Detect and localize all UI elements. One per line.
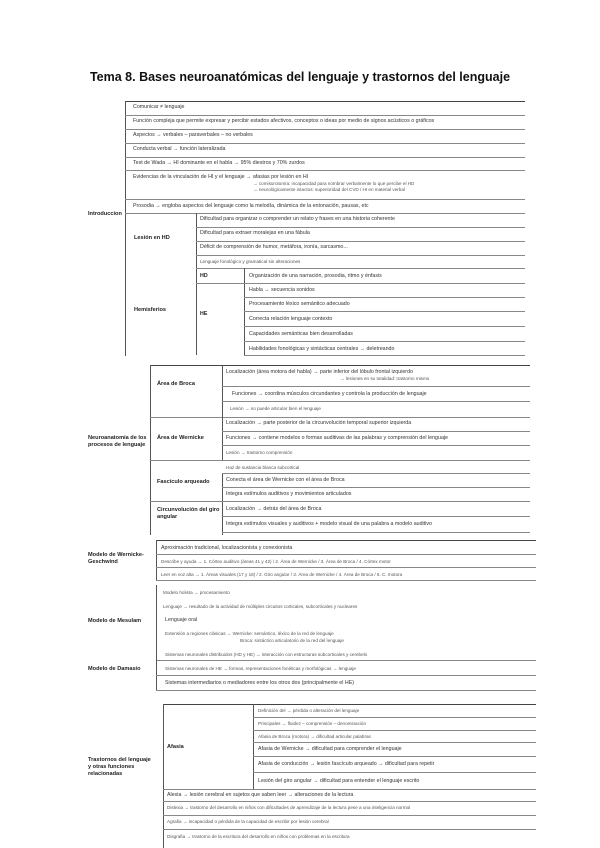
- fasciculo-item: Integra estímulos auditivos y movimientos articulados: [226, 491, 352, 497]
- broca-label: Área de Broca: [157, 381, 195, 387]
- agrafia-text: Agrafia → incapacidad o pérdida de la capacidad de escribir por lesión cerebral: [167, 819, 329, 824]
- divider: [222, 431, 530, 432]
- intro-prosodia: Prosodia → engloba aspectos del lenguaje como la melodía, dinámica de la entonación, pausas, etc: [133, 203, 369, 209]
- disgrafia-text: Disgrafia → trastorno de la escritura del desarrollo en niños con problemas en la escritura: [167, 834, 350, 839]
- circunvolucion-label: Circunvolución del giro angular: [157, 507, 220, 520]
- lesion-hd-bracket: [196, 213, 197, 355]
- divider: [222, 473, 530, 474]
- divider: [253, 730, 536, 731]
- divider: [150, 460, 530, 461]
- divider: [244, 297, 525, 298]
- intro-comunicar: Comunicar ≠ lenguaje: [133, 104, 185, 110]
- wg-label: Modelo de Wernicke-Geschwind: [88, 552, 144, 565]
- divider: [156, 580, 536, 581]
- divider: [244, 341, 525, 342]
- intro-aspectos: Aspectos → verbales – paraverbales – no verbales: [133, 132, 253, 138]
- divider: [125, 170, 525, 171]
- wg-item: Aproximación tradicional, localizacionista y conexionista: [161, 545, 293, 551]
- afasia-item: Principales → fluidez – comprensión – denominación: [258, 721, 367, 726]
- divider: [163, 801, 536, 802]
- he-item: Capacidades semánticas bien desarrolladas: [249, 331, 353, 337]
- hd-label: HD: [200, 273, 208, 279]
- divider: [222, 386, 530, 387]
- intro-evidencias-sub2: → neurológicamente intactos: superioridad del CVD / HI en material verbal: [253, 187, 405, 192]
- divider: [163, 815, 536, 816]
- broca-func: Funciones → coordina músculos circundantes y controla la producción de lenguaje: [232, 391, 427, 397]
- fasciculo-bracket: [222, 473, 223, 535]
- mesulam-item: Sistemas neuronales distribuidos (HD y HE) → interacción con estructuras subcorticales y cerebelo: [165, 652, 368, 657]
- divider: [222, 445, 530, 446]
- divider: [244, 355, 525, 356]
- lesion-hd-item: Lenguaje fonológico y gramatical sin alteraciones: [200, 259, 301, 264]
- divider: [125, 213, 525, 214]
- divider: [196, 255, 525, 256]
- wg-bracket: [156, 540, 157, 580]
- neuro-top-border: [150, 365, 530, 366]
- mesulam-label: Modelo de Mesulam: [88, 618, 142, 624]
- fasciculo-desc: Haz de sustancia blanca subcortical: [226, 465, 300, 470]
- circunvolucion-item: Localización → detrás del área de Broca: [226, 506, 322, 512]
- divider: [156, 567, 536, 568]
- neuro-bracket: [150, 365, 151, 535]
- divider: [253, 772, 536, 773]
- divider: [163, 789, 536, 790]
- intro-label: Introduccion: [88, 211, 122, 217]
- divider: [125, 115, 525, 116]
- he-item: Habilidades fonológicas y sintácticas centrales → deletreando: [249, 346, 395, 352]
- trastornos-top-border: [163, 704, 536, 705]
- divider: [196, 227, 525, 228]
- afasia-item: Definición del → pérdida o alteración del lenguaje: [258, 708, 360, 713]
- lesion-hd-item: Dificultad para organizar o comprender un relato y frases en una historia coherente: [200, 216, 395, 222]
- wernicke-func: Funciones → contiene modelos o formas auditivas de las palabras y comprensión del lenguaje: [226, 435, 449, 441]
- intro-conducta: Conducta verbal → función lateralizada: [133, 146, 226, 152]
- afasia-label: Afasia: [167, 744, 184, 750]
- mesulam-item: Lenguaje oral: [165, 617, 198, 623]
- damasio-item: Sistemas neuronales de HE → formas, representaciones fonéticas y morfológicas → lenguaje: [165, 666, 356, 671]
- divider: [125, 157, 525, 158]
- divider: [156, 690, 536, 691]
- broca-bracket: [222, 365, 223, 417]
- intro-evidencias: Evidencias de la vinculación de HI y el lenguaje → afasias por lesión en HI: [133, 174, 309, 180]
- damasio-item: Sistemas intermediarios o mediadores entre los otros dos (principalmente el HE): [165, 680, 355, 686]
- lesion-hd-item: Dificultad para extraer moralejas en una fábula: [200, 230, 310, 236]
- he-item: Procesamiento léxico semántico adecuado: [249, 301, 350, 307]
- divider: [253, 717, 536, 718]
- fasciculo-item: Conecta el área de Wernicke con el área de Broca: [226, 477, 345, 483]
- wg-item: Leer en voz alta → 1. Áreas visuales (17 y 18) / 2. Giro angular / 3. Área de Wernicke / 4. Área de Broca / 5. C. motora: [161, 572, 403, 577]
- hemisferios-label: Hemisferios: [134, 307, 167, 313]
- lesion-hd-label: Lesión en HD: [134, 235, 170, 241]
- mesulam-item: Lenguaje → resultado de la actividad de múltiples circuitos corticales, subcorticales y nucleares: [163, 604, 358, 609]
- wernicke-loc: Localización → parte posterior de la circunvolución temporal superior izquierda: [226, 420, 412, 426]
- wg-item: Describe y ayuda → 1. Córtex auditivo (áreas 41 y 42) / 2. Área de Wernicke / 3. Área de Broca / 4. Córtex motor: [161, 559, 391, 564]
- divider: [244, 326, 525, 327]
- he-bracket: [244, 268, 245, 356]
- alexia-text: Alexia → lesión cerebral en sujetos que saben leer → alteraciones de la lectura: [167, 792, 354, 798]
- divider: [222, 532, 530, 533]
- afasia-item: Afasia de conducción → lesión fascículo arqueado → dificultad para repetir: [258, 761, 435, 767]
- divider: [163, 829, 536, 830]
- divider: [156, 554, 536, 555]
- he-item: Habla → secuencia sonidos: [249, 287, 315, 293]
- hd-text: Organización de una narración, prosodia, ritmo y énfasis: [249, 273, 382, 279]
- mesulam-bracket: [156, 585, 157, 660]
- divider: [222, 487, 530, 488]
- divider: [253, 756, 536, 757]
- broca-loc: Localización (área motora del habla) → parte inferior del lóbulo frontal izquierdo: [226, 369, 413, 375]
- intro-wada: Test de Wada → HI dominante en el habla → 95% diestros y 70% zurdos: [133, 160, 305, 166]
- divider: [125, 143, 525, 144]
- divider: [222, 401, 530, 402]
- fasciculo-label: Fascículo arqueado: [157, 479, 210, 485]
- broca-lesion: Lesión → no puede articular bien el lenguaje: [230, 406, 321, 411]
- he-item: Correcta relación lenguaje contexto: [249, 316, 333, 322]
- intro-evidencias-sub1: → comisurotomía: incapacidad para nombrar verbalmente lo que percibe el HD: [253, 181, 415, 186]
- divider: [196, 241, 525, 242]
- mesulam-item: Extensión a regiones clásicas → Wernicke: semántico, léxico de la red de lenguaje: [165, 631, 334, 636]
- divider: [156, 660, 536, 661]
- intro-top-border: [125, 101, 525, 102]
- afasia-item: Afasia de Wernicke → dificultad para comprender el lenguaje: [258, 746, 402, 752]
- intro-bracket: [125, 101, 126, 356]
- wernicke-lesion: Lesión → trastorno comprensión: [226, 450, 293, 455]
- page-title: Tema 8. Bases neuroanatómicas del lenguaje y trastornos del lenguaje: [89, 70, 511, 84]
- he-label: HE: [200, 311, 208, 317]
- divider: [150, 501, 530, 502]
- mesulam-item: Broca: sintáctico articulatorio de la red del lenguaje: [240, 638, 344, 643]
- divider: [196, 268, 525, 269]
- dislexia-text: Dislexia → trastorno del desarrollo en niños con dificultades de aprendizaje de la lectura pese a una inteligencia normal: [167, 805, 411, 810]
- circunvolucion-item: Integra estímulos visuales y auditivos + modelo visual de una palabra a modelo auditivo: [226, 521, 432, 527]
- afasia-item: Lesión del giro angular → dificultad para entender el lenguaje escrito: [258, 778, 420, 784]
- mesulam-item: Modelo holista → procesamiento: [163, 590, 230, 595]
- divider: [156, 675, 536, 676]
- divider: [244, 311, 525, 312]
- trastornos-bracket: [163, 704, 164, 848]
- modelos-top-border: [156, 540, 536, 541]
- intro-funcion: Función compleja que permite expresar y percibir estados afectivos, conceptos o ideas por medio de signos acústicos o gráficos: [133, 118, 435, 124]
- divider: [125, 199, 525, 200]
- divider: [150, 417, 530, 418]
- wernicke-label: Área de Wernicke: [157, 435, 204, 441]
- divider: [196, 283, 525, 284]
- broca-loc-sub: → lesiones en su totalidad: trastorno mismo: [340, 376, 430, 381]
- wernicke-bracket: [222, 417, 223, 460]
- divider: [253, 742, 536, 743]
- divider: [222, 516, 530, 517]
- afasia-item: Afasia de Broca (motora) → dificultad articular palabras: [258, 734, 371, 739]
- divider: [125, 129, 525, 130]
- lesion-hd-item: Déficit de comprensión de humor, metáfora, ironía, sarcasmo...: [200, 244, 348, 250]
- trastornos-label: Trastornos del lenguaje y otras funciones relacionadas: [88, 757, 151, 777]
- damasio-label: Modelo de Damasio: [88, 666, 141, 672]
- neuro-label: Neuroanatomía de los procesos de lenguaje: [88, 435, 147, 448]
